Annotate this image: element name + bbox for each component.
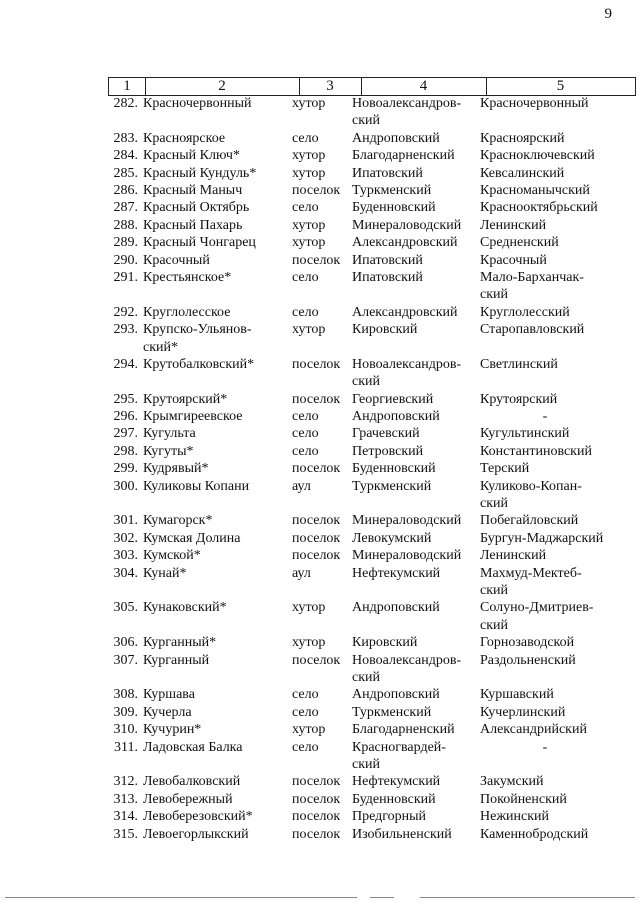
council-name: - [542,739,548,755]
district-name: Буденновский [352,461,436,477]
district-name: Изобильненский [352,826,452,842]
settlement-type: хутор [292,148,326,164]
settlement-name: Кучерла [143,704,192,720]
district-name: Туркменский [352,704,432,720]
table-row [0,773,640,790]
row-number: 314. [113,809,138,825]
council-name: Красочный [480,252,547,268]
table-row [0,530,640,547]
district-name: Буденновский [352,791,436,807]
settlement-name: Крымгиреевское [143,409,243,425]
district-name: Грачевский [352,426,420,442]
settlement-type: хутор [292,600,326,616]
district-name: Благодарненский [352,148,455,164]
table-row [0,130,640,147]
table-row [0,269,640,304]
settlement-name: Красный Пахарь [143,217,243,233]
settlement-name: Красный Ключ* [143,148,240,164]
table-row [0,321,640,356]
council-name: Краснооктябрьский [480,200,598,216]
council-name: Ленинский [480,548,547,564]
table-row [0,199,640,216]
district-name: Александровский [352,235,458,251]
table-row [0,704,640,721]
settlement-name: Красный Кундуль* [143,165,257,181]
settlement-type: село [292,443,319,459]
row-number: 308. [113,687,138,703]
settlement-name: Левоберезовский* [143,809,253,825]
council-name: Раздольненский [480,652,576,668]
settlement-type: поселок [292,548,341,564]
council-name: Крутоярский [480,391,558,407]
page-number: 9 [604,6,612,22]
table-row [0,234,640,251]
table-row [0,252,640,269]
row-number: 311. [114,739,138,755]
settlement-type: село [292,304,319,320]
table-row [0,165,640,182]
district-name: Минераловодский [352,513,462,529]
district-name: Петровский [352,443,424,459]
settlement-type: поселок [292,182,341,198]
council-name: Ленинский [480,217,547,233]
row-number: 304. [113,565,138,581]
settlement-type: село [292,426,319,442]
settlement-name: Кучурин* [143,722,202,738]
district-name: Новоалександров- ский [352,652,462,686]
settlement-type: село [292,739,319,755]
council-name: Красноманычский [480,182,590,198]
row-number: 283. [113,130,138,146]
row-number: 307. [113,652,138,668]
row-number: 296. [113,409,138,425]
table-row [0,634,640,651]
table-row [0,182,640,199]
row-number: 286. [113,182,138,198]
district-name: Ипатовский [352,269,423,285]
row-number: 291. [113,269,138,285]
row-number: 312. [113,774,138,790]
settlement-name: Кудрявый* [143,461,209,477]
council-name: Кевсалинский [480,165,565,181]
table-row [0,686,640,703]
settlement-type: поселок [292,391,341,407]
settlement-type: хутор [292,165,326,181]
row-number: 315. [113,826,138,842]
district-name: Кировский [352,322,418,338]
council-name: Кучерлинский [480,704,566,720]
settlement-type: хутор [292,635,326,651]
settlement-name: Крутобалковский* [143,356,255,372]
table-row [0,652,640,687]
council-name: Куршавский [480,687,554,703]
table-row [0,512,640,529]
settlement-type: аул [292,565,311,581]
settlement-name: Кунай* [143,565,187,581]
header-col-1: 1 [109,78,146,95]
settlement-type: поселок [292,809,341,825]
settlement-type: село [292,704,319,720]
settlement-name: Кугуты* [143,443,194,459]
table-row [0,460,640,477]
district-name: Красногвардей- ский [352,739,446,772]
settlement-name: Красный Октябрь [143,200,250,216]
district-name: Нефтекумский [352,774,441,790]
row-number: 292. [113,304,138,320]
settlement-type: поселок [292,461,341,477]
row-number: 299. [113,461,138,477]
row-number: 297. [113,426,138,442]
row-number: 300. [113,478,138,494]
settlement-type: поселок [292,513,341,529]
council-name: Бургун-Маджарский [480,530,604,546]
settlement-type: село [292,130,319,146]
table-body [0,95,640,843]
settlement-type: поселок [292,652,341,668]
row-number: 306. [113,635,138,651]
table-row [0,791,640,808]
council-name: Куликово-Копан- ский [480,478,582,512]
district-name: Минераловодский [352,217,462,233]
row-number: 310. [113,722,138,738]
row-number: 295. [113,391,138,407]
settlement-type: поселок [292,826,341,842]
council-name: - [542,409,548,425]
district-name: Андроповский [352,409,440,425]
district-name: Андроповский [352,130,440,146]
table-row [0,304,640,321]
row-number: 293. [113,322,138,338]
district-name: Александровский [352,304,458,320]
settlement-type: хутор [292,235,326,251]
row-number: 284. [113,148,138,164]
settlement-name: Красочный [143,252,210,268]
table-row [0,147,640,164]
settlement-type: поселок [292,530,341,546]
settlement-name: Куршава [143,687,195,703]
settlement-name: Крестьянское* [143,269,232,285]
district-name: Буденновский [352,200,436,216]
row-number: 289. [113,235,138,251]
settlement-name: Крутоярский* [143,391,228,407]
district-name: Георгиевский [352,391,434,407]
table-row [0,739,640,774]
district-name: Нефтекумский [352,565,441,581]
settlement-type: аул [292,478,311,494]
settlement-type: поселок [292,774,341,790]
settlement-name: Кумагорск* [143,513,213,529]
settlement-name: Кугульта [143,426,196,442]
settlement-name: Левобережный [143,791,233,807]
council-name: Махмуд-Мектеб- ский [480,565,582,599]
table-header [108,77,636,96]
district-name: Туркменский [352,182,432,198]
settlement-name: Курганный* [143,635,217,651]
row-number: 302. [113,530,138,546]
row-number: 290. [113,252,138,268]
council-name: Терский [480,461,530,477]
council-name: Круглолесский [480,304,570,320]
header-col-4: 4 [361,78,487,95]
council-name: Покойненский [480,791,567,807]
table-row [0,425,640,442]
district-name: Ипатовский [352,165,423,181]
table-row [0,565,640,600]
council-name: Красноключевский [480,148,595,164]
council-name: Александрийский [480,722,587,738]
settlement-type: хутор [292,217,326,233]
district-name: Новоалександров- ский [352,96,462,129]
table-row [0,391,640,408]
row-number: 287. [113,200,138,216]
settlement-name: Кумской* [143,548,201,564]
header-col-2: 2 [145,78,300,95]
table-row [0,443,640,460]
row-number: 288. [113,217,138,233]
row-number: 298. [113,443,138,459]
council-name: Закумский [480,774,544,790]
table-row [0,547,640,564]
settlement-name: Крупско-Ульянов- ский* [143,322,252,355]
row-number: 313. [113,791,138,807]
footer-rule [420,897,635,898]
header-col-3: 3 [299,78,362,95]
council-name: Мало-Барханчак- ский [480,269,584,303]
council-name: Солуно-Дмитриев- ский [480,600,594,633]
council-name: Старопавловский [480,322,585,338]
settlement-name: Красный Маныч [143,182,243,198]
council-name: Каменнобродский [480,826,589,842]
settlement-name: Красноярское [143,130,226,146]
settlement-type: село [292,409,319,425]
district-name: Туркменский [352,478,432,494]
row-number: 305. [113,600,138,616]
row-number: 309. [113,704,138,720]
table-row [0,408,640,425]
settlement-type: хутор [292,322,326,338]
council-name: Кугультинский [480,426,570,442]
settlement-type: поселок [292,252,341,268]
footer-rule [370,897,394,898]
table-row [0,478,640,513]
district-name: Предгорный [352,809,427,825]
table-row [0,95,640,130]
district-name: Минераловодский [352,548,462,564]
settlement-name: Левоегорлыкский [143,826,249,842]
table-row [0,721,640,738]
council-name: Побегайловский [480,513,579,529]
row-number: 303. [113,548,138,564]
council-name: Красноярский [480,130,565,146]
district-name: Благодарненский [352,722,455,738]
settlement-name: Левобалковский [143,774,241,790]
table-row [0,356,640,391]
settlement-type: хутор [292,96,326,111]
council-name: Красночервонный [480,96,589,111]
settlement-name: Куликовы Копани [143,478,250,494]
council-name: Константиновский [480,443,592,459]
settlement-name: Красночервонный [143,96,252,111]
header-col-5: 5 [556,78,565,94]
district-name: Новоалександров- ский [352,356,462,390]
table-row [0,808,640,825]
council-name: Горнозаводской [480,635,575,651]
district-name: Левокумский [352,530,432,546]
settlement-name: Курганный [143,652,210,668]
council-name: Светлинский [480,356,558,372]
settlement-type: поселок [292,356,341,372]
table-row [0,599,640,634]
council-name: Средненский [480,235,559,251]
row-number: 301. [113,513,138,529]
row-number: 294. [113,356,138,372]
settlement-type: село [292,687,319,703]
table-row [0,217,640,234]
settlement-type: хутор [292,722,326,738]
district-name: Андроповский [352,687,440,703]
settlement-name: Кунаковский* [143,600,227,616]
district-name: Андроповский [352,600,440,616]
settlement-type: село [292,200,319,216]
settlement-name: Кумская Долина [143,530,241,546]
row-number: 282. [113,96,138,111]
settlement-name: Круглолесское [143,304,231,320]
council-name: Нежинский [480,809,549,825]
footer-rule [5,897,357,898]
settlement-type: поселок [292,791,341,807]
settlement-name: Красный Чонгарец [143,235,256,251]
settlement-name: Ладовская Балка [143,739,243,755]
district-name: Кировский [352,635,418,651]
district-name: Ипатовский [352,252,423,268]
settlement-type: село [292,269,319,285]
table-row [0,826,640,843]
row-number: 285. [113,165,138,181]
